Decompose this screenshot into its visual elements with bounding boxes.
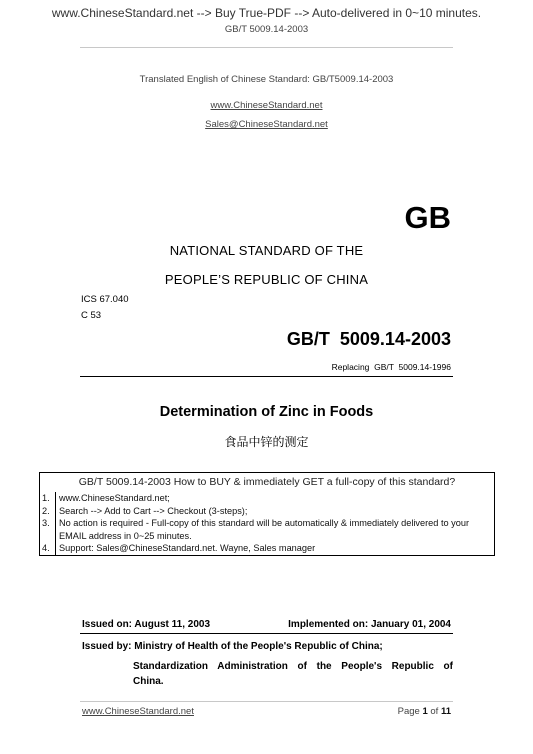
issued-by: Issued by: Ministry of Health of the People's Republic of China;: [82, 641, 383, 652]
header-standard-code: GB/T 5009.14-2003: [224, 24, 309, 35]
list-item-number: 2.: [40, 505, 56, 518]
email-link[interactable]: Sales@ChineseStandard.net: [205, 119, 328, 130]
website-link-wrapper: [0, 95, 533, 113]
gb-mark: GB: [404, 200, 451, 235]
list-item: [40, 505, 494, 518]
page-of: of: [427, 706, 441, 717]
header-divider: [80, 47, 453, 48]
ics-code: ICS 67.040: [81, 294, 129, 305]
list-item-number: 1.: [40, 492, 56, 505]
list-item-text: No action is required - Full-copy of this standard will be automatically & immediately delivered to your EMAIL address in 0~25 minutes.: [59, 518, 470, 541]
national-standard-line-2: PEOPLE’S REPUBLIC OF CHINA: [164, 272, 369, 287]
standard-number-divider: [80, 376, 453, 377]
header-promo-line: www.ChineseStandard.net --> Buy True-PDF --> Auto-delivered in 0~10 minutes.: [51, 6, 482, 20]
document-title: Determination of Zinc in Foods: [159, 404, 374, 420]
ccs-code: C 53: [81, 310, 102, 321]
second-issuer-line-1: Standardization Administration of the People's Republic of: [133, 661, 453, 672]
website-link[interactable]: www.ChineseStandard.net: [210, 100, 323, 111]
page-current: 1: [422, 706, 428, 717]
list-item: [40, 492, 494, 505]
list-item-number: 4.: [40, 542, 56, 555]
list-item-text[interactable]: www.ChineseStandard.net;: [59, 493, 170, 503]
list-item: [40, 517, 494, 542]
national-standard-line-1: NATIONAL STANDARD OF THE: [169, 243, 364, 258]
page-number: [398, 706, 451, 717]
footer-website-link[interactable]: www.ChineseStandard.net: [82, 706, 194, 717]
list-item-number: 3.: [40, 517, 56, 542]
list-item-text: Support: Sales@ChineseStandard.net. Wayne, Sales manager: [59, 543, 316, 553]
second-issuer-line-2: China.: [133, 676, 164, 687]
purchase-steps-list: [40, 492, 494, 555]
page-total: 11: [440, 706, 451, 717]
list-item-text: Search --> Add to Cart --> Checkout (3-steps);: [59, 505, 248, 516]
standard-number: GB/T 5009.14-2003: [286, 329, 451, 349]
issued-on-date: Issued on: August 11, 2003: [82, 619, 211, 630]
list-item: [40, 542, 494, 555]
issue-info-divider: [80, 633, 453, 634]
email-link-wrapper: [0, 114, 533, 132]
translation-note: Translated English of Chinese Standard: GB/T5009.14-2003: [139, 74, 394, 85]
purchase-info-title: GB/T 5009.14-2003 How to BUY & immediately GET a full-copy of this standard?: [78, 476, 456, 488]
page-prefix: Page: [397, 706, 423, 717]
footer-divider: [80, 701, 453, 702]
document-title-chinese: 食品中锌的测定: [224, 435, 309, 449]
replacing-note: Replacing GB/T 5009.14-1996: [331, 362, 451, 372]
purchase-info-box: [39, 472, 495, 556]
implemented-on-date: Implemented on: January 01, 2004: [288, 619, 451, 630]
